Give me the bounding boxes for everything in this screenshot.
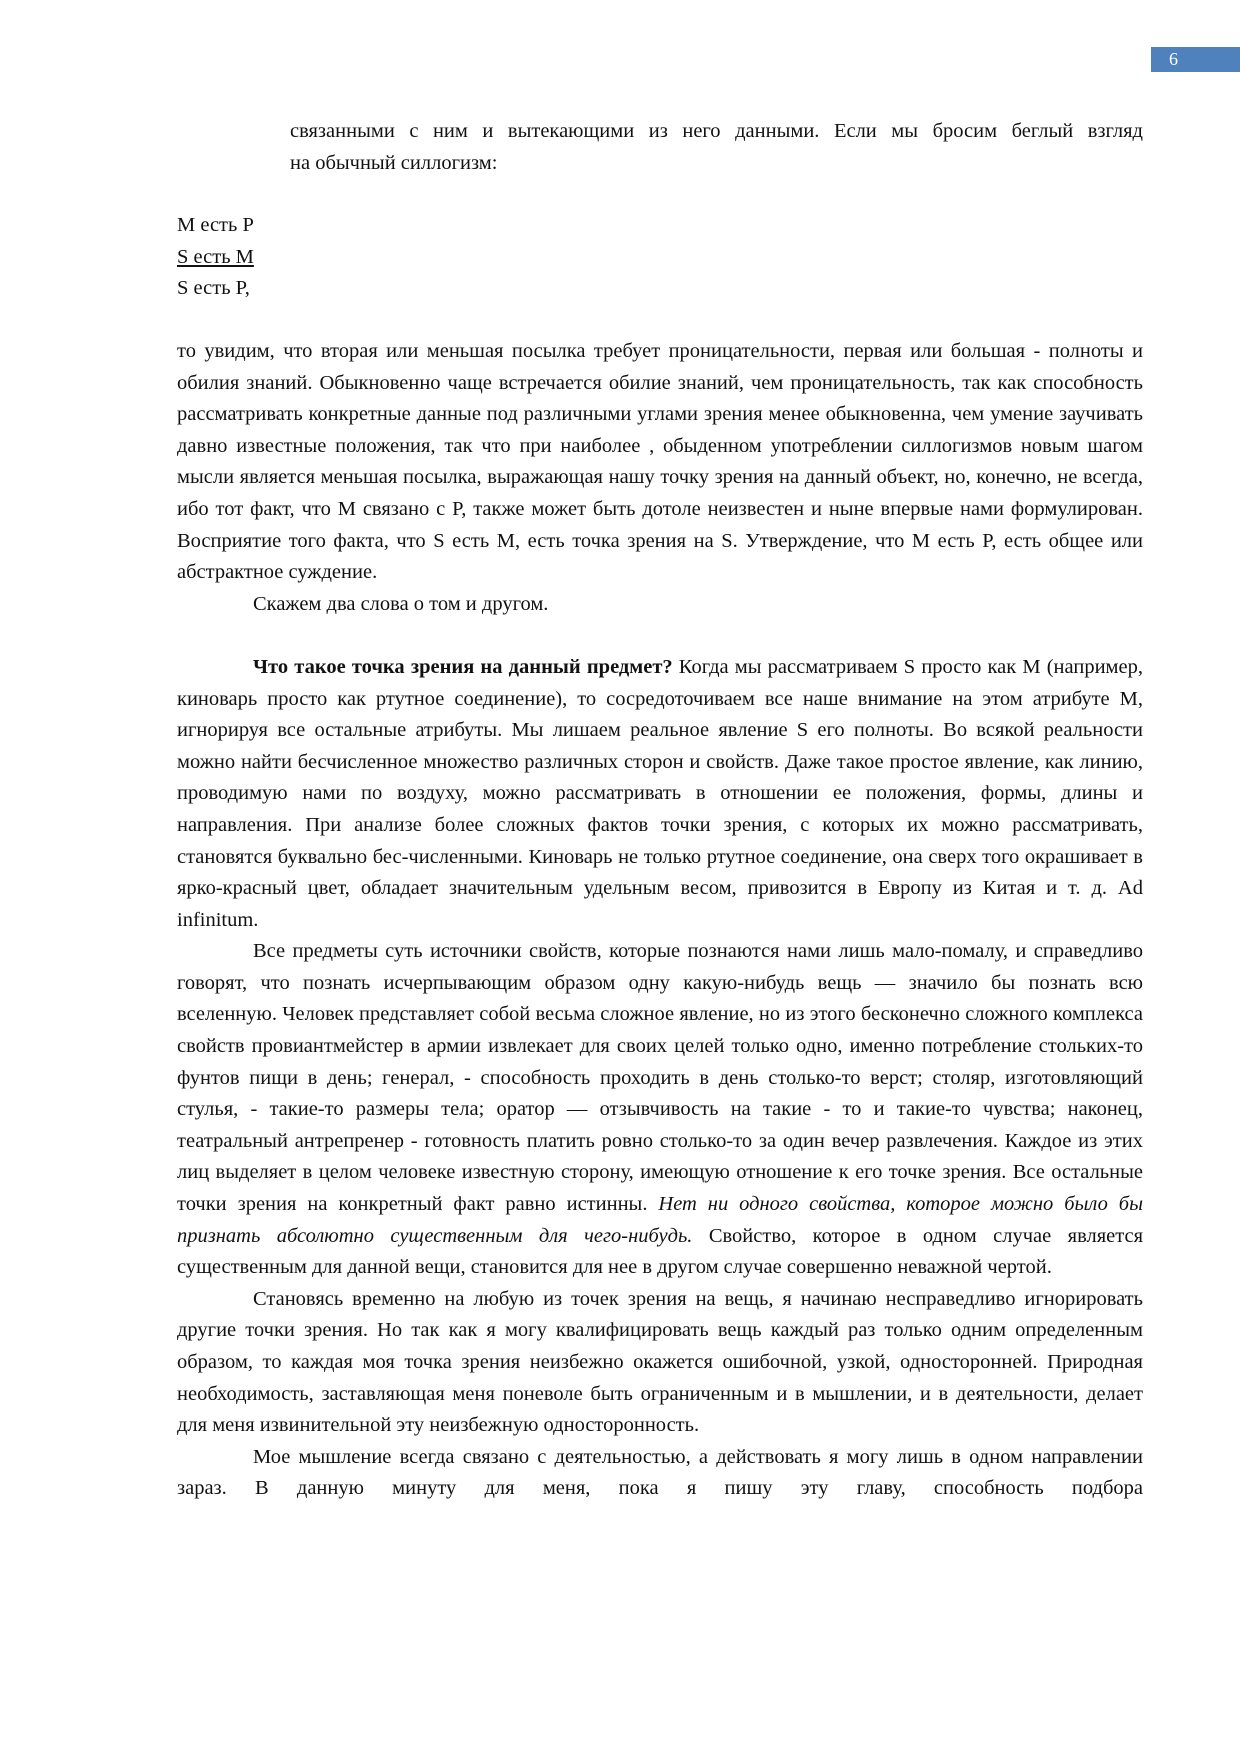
syllogism-minor-premise: S есть M — [177, 245, 254, 268]
paragraph-text: Все предметы суть источники свойств, которые познаются нами лишь мало-помалу, и справедливо говорят, что познать исчерпывающим образом одну какую-нибудь вещь — значило бы познать всю вселенную. Человек представляет собой весьма сложное явление, но из этого бесконечно сложного комплекса свойств провиантмейстер в армии извлекает для своих целей только одно, именно потребление стольких-то фунтов пищи в день; генерал, - способность проходить в день столько-то верст; столяр, изготовляющий стулья, - такие-то размеры тела; оратор — отзывчивость на такие - то и такие-то чувства; наконец, театральный антрепренер - готовность платить ровно столько-то за один вечер развлечения. Каждое из этих лиц выделяет в целом человеке известную сторону, имеющую отношение к его точке зрения. Все остальные точки зрения на конкретный факт равно истинны. — [177, 940, 1143, 1216]
emphasis-text: Нет ни одного свойства, которое можно было бы признать абсолютно существенным для чего-нибудь. — [177, 1193, 1143, 1247]
page-number: 6 — [1169, 49, 1178, 69]
paragraph: то увидим, что вторая или меньшая посылка требует проницательности, первая или большая - полноты и обилия знаний. Обыкновенно чаще встречается обилие знаний, чем проницательность, так как способность рассматривать конкретные данные под различными углами зрения менее обыкновенна, чем умение заучивать давно известные положения, так что при наиболее , обыденном употреблении силлогизмов новым шагом мысли является меньшая посылка, выражающая нашу точку зрения на данный объект, но, конечно, не всегда, ибо тот факт, что M связано с P, также может быть дотоле неизвестен и ныне впервые нами формулирован. Восприятие того факта, что S есть M, есть точка зрения на S. Утверждение, что M есть P, есть общее или абстрактное суждение. — [177, 340, 1143, 584]
page-number-badge — [1151, 47, 1240, 72]
body-text — [177, 336, 1143, 1505]
syllogism-major-premise: M есть P — [177, 214, 254, 236]
section-heading: Что такое точка зрения на данный предмет? — [253, 655, 673, 678]
paragraph-text: Свойство, которое в одном случае является существенным для данной вещи, становится для нее в другом случае совершенно неважной чертой. — [177, 1224, 1143, 1279]
intro-paragraph — [290, 116, 1143, 179]
paragraph: Становясь временно на любую из точек зрения на вещь, я начинаю несправедливо игнорировать другие точки зрения. Но так как я могу квалифицировать вещь каждый раз только одним определенным образом, то каждая моя точка зрения неизбежно окажется ошибочной, узкой, односторонней. Природная необходимость, заставляющая меня поневоле быть ограниченным и в мышлении, и в деятельности, делает для меня извинительной эту неизбежную односторонность. — [177, 1287, 1143, 1437]
paragraph — [177, 936, 1143, 1284]
paragraph — [177, 652, 1143, 936]
syllogism-conclusion: S есть P, — [177, 277, 250, 300]
paragraph: Скажем два слова о том и другом. — [253, 592, 549, 615]
intro-line: на обычный силлогизм: — [290, 151, 498, 174]
paragraph-text: Когда мы рассматриваем S просто как M (например, киноварь просто как ртутное соединение), то сосредоточиваем все наше внимание на этом атрибуте M, игнорируя все остальные атрибуты. Мы лишаем реальное явление S его полноты. Во всякой реальности можно найти бесчисленное множество различных сторон и свойств. Даже такое простое явление, как линию, проводимую нами по воздуху, можно рассматривать в отношении ее положения, формы, длины и направления. При анализе более сложных фактов точки зрения, с которых их можно рассматривать, становятся буквально бес-численными. Киноварь не только ртутное соединение, она сверх того окрашивает в ярко-красный цвет, обладает значительным удельным весом, привозится в Европу из Китая и т. д. Ad infinitum. — [177, 655, 1143, 931]
paragraph: Мое мышление всегда связано с деятельностью, а действовать я могу лишь в одном направлении зараз. В данную минуту для меня, пока я пишу эту главу, способность подбора — [177, 1445, 1143, 1500]
intro-line: связанными с ним и вытекающими из него данными. Если мы бросим беглый взгляд — [290, 120, 1143, 142]
spacer — [177, 620, 1143, 652]
syllogism — [177, 210, 254, 305]
